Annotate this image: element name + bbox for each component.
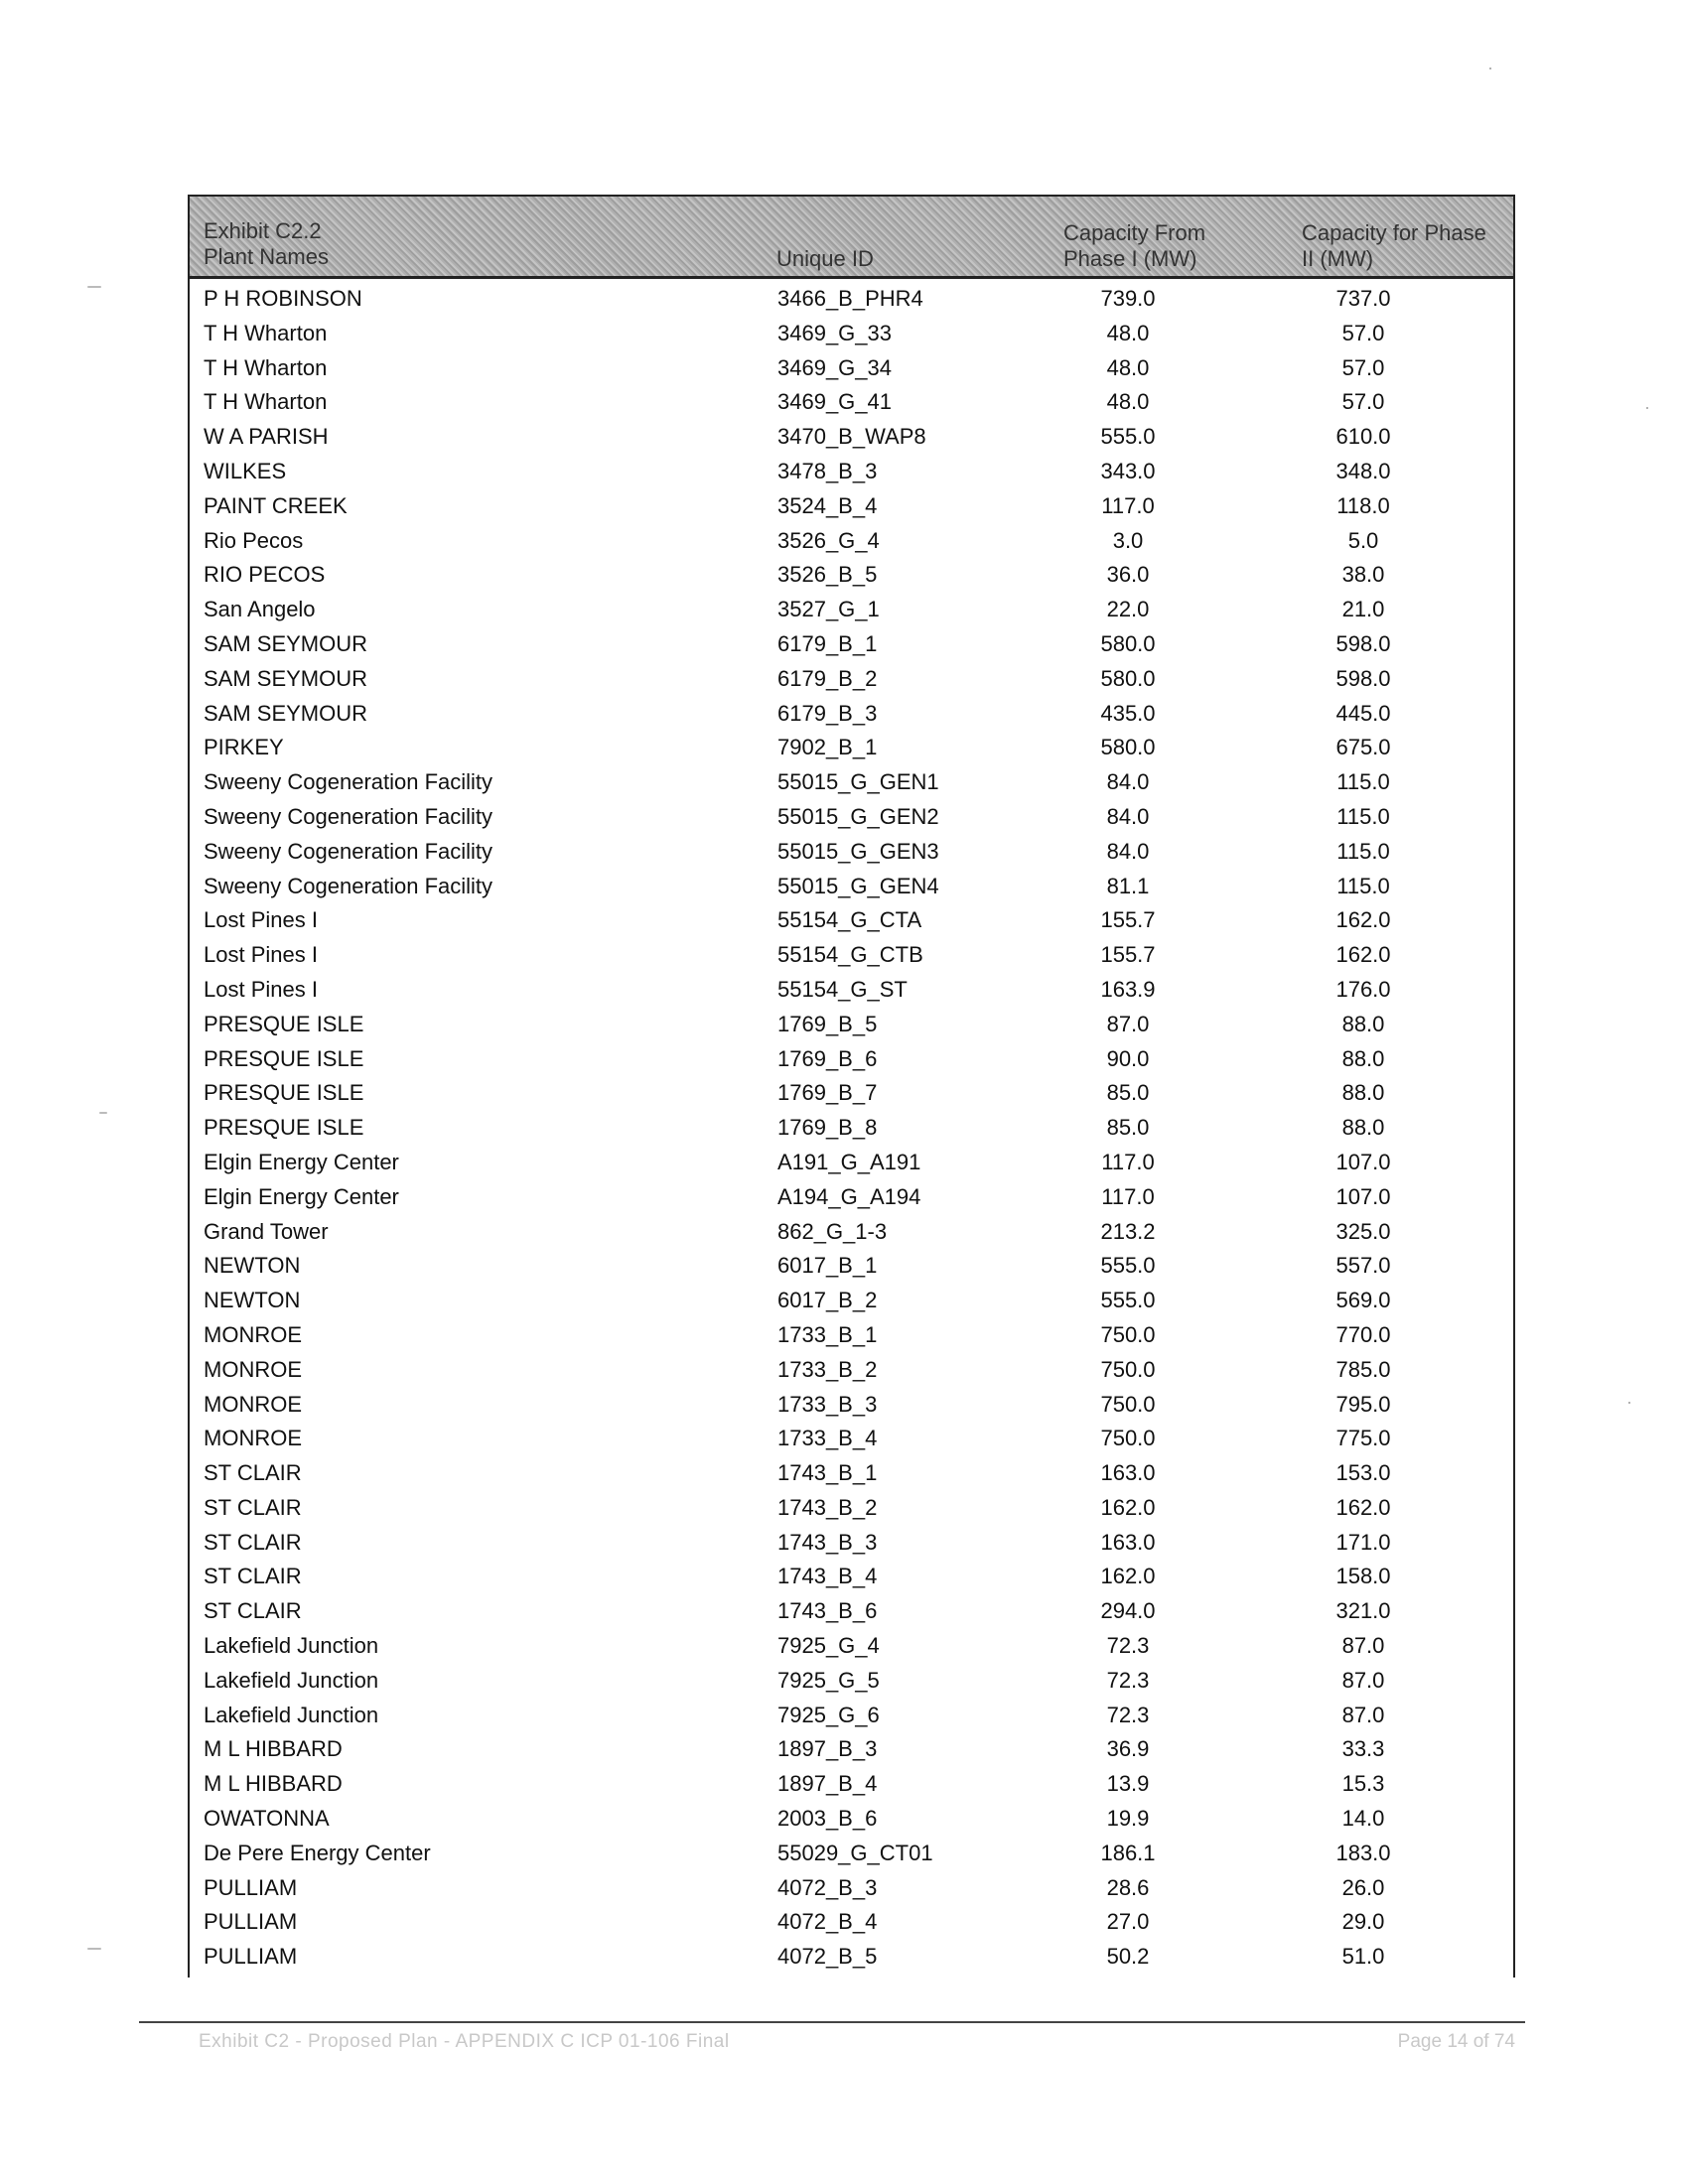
unique-id-cell: 6017_B_2	[777, 1288, 878, 1313]
unique-id-cell: 862_G_1-3	[777, 1218, 888, 1244]
capacity-phase-1-cell: 162.0	[1100, 1494, 1156, 1520]
unique-id-cell: 1769_B_6	[777, 1045, 878, 1071]
capacity-phase-1-cell: 750.0	[1100, 1391, 1156, 1417]
capacity-phase-2-cell: 57.0	[1341, 389, 1385, 415]
capacity-phase-2-cell: 775.0	[1335, 1426, 1391, 1451]
capacity-phase-2-cell: 162.0	[1335, 907, 1391, 933]
header-unique-id-label: Unique ID	[776, 246, 874, 271]
table-row	[190, 558, 1513, 593]
capacity-phase-1-cell: 50.2	[1106, 1944, 1150, 1970]
unique-id-cell: 7925_G_5	[777, 1667, 880, 1693]
capacity-phase-2-cell: 795.0	[1335, 1391, 1391, 1417]
plant-name-cell: Rio Pecos	[204, 527, 304, 553]
capacity-phase-1-cell: 27.0	[1106, 1909, 1150, 1935]
table-row	[190, 1318, 1513, 1353]
capacity-phase-1-cell: 580.0	[1100, 630, 1156, 656]
table-row	[190, 1594, 1513, 1629]
table-row	[190, 765, 1513, 800]
plant-name-cell: NEWTON	[204, 1288, 301, 1313]
unique-id-cell: 3526_B_5	[777, 562, 878, 588]
table-row	[190, 1076, 1513, 1111]
capacity-phase-1-cell: 186.1	[1100, 1840, 1156, 1865]
table-row	[190, 1767, 1513, 1802]
capacity-phase-2-cell: 598.0	[1335, 665, 1391, 691]
capacity-phase-1-cell: 36.0	[1106, 562, 1150, 588]
plant-name-cell: T H Wharton	[204, 320, 328, 345]
capacity-phase-1-cell: 163.0	[1100, 1529, 1156, 1555]
table-row	[190, 731, 1513, 765]
plant-name-cell: PRESQUE ISLE	[204, 1045, 364, 1071]
table-row	[190, 1560, 1513, 1594]
capacity-phase-1-cell: 555.0	[1100, 424, 1156, 450]
capacity-phase-2-cell: 115.0	[1336, 769, 1390, 795]
capacity-phase-2-cell: 88.0	[1341, 1115, 1385, 1141]
unique-id-cell: 3469_G_33	[777, 320, 892, 345]
plant-name-cell: P H ROBINSON	[204, 286, 362, 311]
plant-name-cell: MONROE	[204, 1356, 302, 1382]
footer-rule	[139, 2021, 1525, 2023]
capacity-phase-2-cell: 445.0	[1335, 700, 1391, 726]
capacity-phase-2-cell: 88.0	[1341, 1080, 1385, 1106]
capacity-phase-1-cell: 90.0	[1106, 1045, 1150, 1071]
table-row	[190, 1456, 1513, 1491]
unique-id-cell: 3524_B_4	[777, 492, 878, 518]
unique-id-cell: 3466_B_PHR4	[777, 286, 923, 311]
plant-name-cell: PRESQUE ISLE	[204, 1011, 364, 1036]
table-row	[190, 420, 1513, 455]
scan-speck	[99, 1112, 107, 1114]
plant-name-cell: SAM SEYMOUR	[204, 665, 368, 691]
table-row	[190, 1422, 1513, 1456]
capacity-phase-1-cell: 555.0	[1100, 1288, 1156, 1313]
unique-id-cell: 6017_B_1	[777, 1253, 878, 1279]
plant-name-cell: M L HIBBARD	[204, 1736, 343, 1762]
capacity-phase-2-cell: 115.0	[1336, 838, 1390, 864]
plant-name-cell: MONROE	[204, 1321, 302, 1347]
capacity-phase-1-cell: 85.0	[1106, 1080, 1150, 1106]
table-row	[190, 1699, 1513, 1733]
table-row	[190, 1732, 1513, 1767]
unique-id-cell: 4072_B_5	[777, 1944, 878, 1970]
table-row	[190, 1491, 1513, 1526]
table-row	[190, 282, 1513, 317]
unique-id-cell: 1733_B_1	[777, 1321, 878, 1347]
plant-name-cell: Lakefield Junction	[204, 1667, 379, 1693]
capacity-phase-1-cell: 739.0	[1100, 286, 1156, 311]
header-capacity-phase-1	[1063, 220, 1205, 272]
unique-id-cell: 7925_G_4	[777, 1633, 880, 1659]
unique-id-cell: 7902_B_1	[777, 735, 878, 760]
plant-name-cell: ST CLAIR	[204, 1460, 302, 1486]
header-plant-names-label: Plant Names	[204, 244, 329, 269]
capacity-phase-1-cell: 13.9	[1106, 1771, 1150, 1797]
table-row	[190, 800, 1513, 835]
plant-name-cell: ST CLAIR	[204, 1494, 302, 1520]
capacity-phase-1-cell: 580.0	[1100, 735, 1156, 760]
capacity-phase-1-cell: 28.6	[1106, 1874, 1150, 1900]
capacity-phase-1-cell: 343.0	[1100, 458, 1156, 483]
table-row	[190, 697, 1513, 732]
plant-name-cell: Lakefield Junction	[204, 1633, 379, 1659]
table-row	[190, 317, 1513, 351]
table-row	[190, 973, 1513, 1008]
capacity-phase-2-cell: 162.0	[1335, 942, 1391, 968]
unique-id-cell: 3470_B_WAP8	[777, 424, 926, 450]
unique-id-cell: 1743_B_2	[777, 1494, 878, 1520]
table-row	[190, 1802, 1513, 1837]
table-row	[190, 1905, 1513, 1940]
capacity-phase-2-cell: 87.0	[1341, 1667, 1385, 1693]
plant-name-cell: ST CLAIR	[204, 1598, 302, 1624]
table-row	[190, 593, 1513, 627]
capacity-phase-1-cell: 294.0	[1100, 1598, 1156, 1624]
plant-name-cell: T H Wharton	[204, 354, 328, 380]
plant-name-cell: T H Wharton	[204, 389, 328, 415]
capacity-phase-1-cell: 87.0	[1106, 1011, 1150, 1036]
capacity-phase-2-cell: 557.0	[1335, 1253, 1391, 1279]
capacity-phase-2-cell: 29.0	[1341, 1909, 1385, 1935]
table-row	[190, 1215, 1513, 1250]
capacity-phase-1-cell: 81.1	[1106, 873, 1150, 898]
table-row	[190, 1008, 1513, 1042]
plant-name-cell: Sweeny Cogeneration Facility	[204, 838, 493, 864]
capacity-phase-2-cell: 14.0	[1341, 1806, 1385, 1832]
unique-id-cell: 1733_B_2	[777, 1356, 878, 1382]
plant-name-cell: Grand Tower	[204, 1218, 329, 1244]
scan-speck	[1646, 407, 1648, 409]
table-row	[190, 1388, 1513, 1423]
unique-id-cell: 55154_G_CTB	[777, 942, 923, 968]
plant-name-cell: PRESQUE ISLE	[204, 1080, 364, 1106]
capacity-phase-2-cell: 162.0	[1335, 1494, 1391, 1520]
capacity-phase-2-cell: 153.0	[1335, 1460, 1391, 1486]
table-row	[190, 1146, 1513, 1180]
plant-name-cell: Lakefield Junction	[204, 1702, 379, 1727]
table-row	[190, 627, 1513, 662]
plant-name-cell: WILKES	[204, 458, 287, 483]
capacity-phase-1-cell: 85.0	[1106, 1115, 1150, 1141]
capacity-phase-2-cell: 176.0	[1335, 976, 1391, 1002]
table-row	[190, 1111, 1513, 1146]
capacity-phase-2-cell: 21.0	[1341, 597, 1385, 622]
header-capacity-phase-2-line1: Capacity for Phase	[1302, 220, 1486, 245]
table-row	[190, 1940, 1513, 1975]
plant-name-cell: OWATONNA	[204, 1806, 330, 1832]
plant-name-cell: M L HIBBARD	[204, 1771, 343, 1797]
unique-id-cell: A194_G_A194	[777, 1183, 921, 1209]
plant-name-cell: Sweeny Cogeneration Facility	[204, 873, 493, 898]
plant-name-cell: Sweeny Cogeneration Facility	[204, 803, 493, 829]
header-capacity-phase-2-line2: II (MW)	[1302, 246, 1374, 271]
plant-name-cell: NEWTON	[204, 1253, 301, 1279]
capacity-phase-2-cell: 569.0	[1335, 1288, 1391, 1313]
table-row	[190, 1042, 1513, 1077]
capacity-phase-2-cell: 348.0	[1335, 458, 1391, 483]
plant-name-cell: Sweeny Cogeneration Facility	[204, 769, 493, 795]
unique-id-cell: 6179_B_1	[777, 630, 878, 656]
capacity-phase-2-cell: 87.0	[1341, 1633, 1385, 1659]
scan-speck	[1489, 68, 1491, 69]
table-row	[190, 1871, 1513, 1906]
capacity-phase-1-cell: 555.0	[1100, 1253, 1156, 1279]
capacity-phase-1-cell: 48.0	[1106, 320, 1150, 345]
capacity-phase-1-cell: 22.0	[1106, 597, 1150, 622]
capacity-phase-2-cell: 158.0	[1335, 1564, 1391, 1589]
capacity-phase-2-cell: 115.0	[1336, 873, 1390, 898]
unique-id-cell: 3527_G_1	[777, 597, 880, 622]
capacity-phase-2-cell: 38.0	[1341, 562, 1385, 588]
capacity-phase-1-cell: 163.9	[1100, 976, 1156, 1002]
unique-id-cell: 1743_B_1	[777, 1460, 878, 1486]
capacity-phase-2-cell: 15.3	[1341, 1771, 1385, 1797]
capacity-phase-1-cell: 84.0	[1106, 838, 1150, 864]
plant-name-cell: MONROE	[204, 1426, 302, 1451]
capacity-phase-2-cell: 321.0	[1335, 1598, 1391, 1624]
header-capacity-phase-2	[1302, 220, 1486, 272]
plant-name-cell: PRESQUE ISLE	[204, 1115, 364, 1141]
capacity-phase-1-cell: 163.0	[1100, 1460, 1156, 1486]
unique-id-cell: 3469_G_41	[777, 389, 892, 415]
table-row	[190, 870, 1513, 904]
capacity-phase-2-cell: 770.0	[1335, 1321, 1391, 1347]
capacity-phase-1-cell: 117.0	[1101, 1149, 1155, 1174]
header-exhibit-label: Exhibit C2.2	[204, 218, 322, 243]
plant-name-cell: RIO PECOS	[204, 562, 326, 588]
plant-name-cell: Lost Pines I	[204, 942, 318, 968]
unique-id-cell: 3469_G_34	[777, 354, 892, 380]
unique-id-cell: 1897_B_3	[777, 1736, 878, 1762]
unique-id-cell: 1769_B_7	[777, 1080, 878, 1106]
plant-name-cell: Lost Pines I	[204, 976, 318, 1002]
unique-id-cell: 1743_B_3	[777, 1529, 878, 1555]
unique-id-cell: 1743_B_6	[777, 1598, 878, 1624]
capacity-phase-2-cell: 51.0	[1341, 1944, 1385, 1970]
unique-id-cell: 55029_G_CT01	[777, 1840, 933, 1865]
unique-id-cell: 55015_G_GEN4	[777, 873, 939, 898]
table-row	[190, 455, 1513, 489]
unique-id-cell: 55015_G_GEN2	[777, 803, 939, 829]
capacity-phase-2-cell: 107.0	[1335, 1149, 1391, 1174]
capacity-phase-1-cell: 3.0	[1112, 527, 1144, 553]
unique-id-cell: 3526_G_4	[777, 527, 880, 553]
unique-id-cell: 1743_B_4	[777, 1564, 878, 1589]
table-row	[190, 662, 1513, 697]
unique-id-cell: 7925_G_6	[777, 1702, 880, 1727]
capacity-phase-2-cell: 171.0	[1335, 1529, 1391, 1555]
unique-id-cell: 3478_B_3	[777, 458, 878, 483]
capacity-phase-2-cell: 598.0	[1335, 630, 1391, 656]
plant-name-cell: ST CLAIR	[204, 1529, 302, 1555]
capacity-table	[188, 195, 1515, 1978]
plant-name-cell: PULLIAM	[204, 1874, 298, 1900]
capacity-phase-1-cell: 117.0	[1101, 1183, 1155, 1209]
capacity-phase-1-cell: 84.0	[1106, 803, 1150, 829]
capacity-phase-2-cell: 737.0	[1335, 286, 1391, 311]
capacity-phase-2-cell: 88.0	[1341, 1011, 1385, 1036]
unique-id-cell: 1733_B_3	[777, 1391, 878, 1417]
unique-id-cell: 55154_G_ST	[777, 976, 908, 1002]
capacity-phase-1-cell: 36.9	[1106, 1736, 1150, 1762]
plant-name-cell: San Angelo	[204, 597, 316, 622]
capacity-phase-2-cell: 118.0	[1336, 492, 1390, 518]
plant-name-cell: SAM SEYMOUR	[204, 630, 368, 656]
capacity-phase-1-cell: 750.0	[1100, 1321, 1156, 1347]
table-row	[190, 903, 1513, 938]
plant-name-cell: PULLIAM	[204, 1909, 298, 1935]
capacity-phase-2-cell: 57.0	[1341, 320, 1385, 345]
plant-name-cell: De Pere Energy Center	[204, 1840, 431, 1865]
table-row	[190, 1180, 1513, 1215]
unique-id-cell: 1897_B_4	[777, 1771, 878, 1797]
table-row	[190, 835, 1513, 870]
capacity-phase-1-cell: 72.3	[1106, 1667, 1150, 1693]
header-capacity-phase-1-line2: Phase I (MW)	[1063, 246, 1197, 271]
table-header	[190, 197, 1513, 279]
plant-name-cell: PULLIAM	[204, 1944, 298, 1970]
unique-id-cell: 55015_G_GEN3	[777, 838, 939, 864]
table-row	[190, 524, 1513, 559]
capacity-phase-1-cell: 155.7	[1100, 907, 1156, 933]
unique-id-cell: A191_G_A191	[777, 1149, 921, 1174]
table-row	[190, 1249, 1513, 1284]
table-body	[190, 282, 1513, 1975]
capacity-phase-1-cell: 72.3	[1106, 1633, 1150, 1659]
table-row	[190, 1284, 1513, 1318]
table-row	[190, 489, 1513, 524]
capacity-phase-1-cell: 19.9	[1106, 1806, 1150, 1832]
capacity-phase-1-cell: 162.0	[1100, 1564, 1156, 1589]
table-row	[190, 1353, 1513, 1388]
unique-id-cell: 55154_G_CTA	[777, 907, 922, 933]
capacity-phase-1-cell: 213.2	[1100, 1218, 1156, 1244]
unique-id-cell: 1769_B_5	[777, 1011, 878, 1036]
capacity-phase-1-cell: 155.7	[1100, 942, 1156, 968]
capacity-phase-2-cell: 325.0	[1335, 1218, 1391, 1244]
capacity-phase-1-cell: 750.0	[1100, 1356, 1156, 1382]
capacity-phase-2-cell: 26.0	[1341, 1874, 1385, 1900]
plant-name-cell: PIRKEY	[204, 735, 284, 760]
plant-name-cell: Lost Pines I	[204, 907, 318, 933]
capacity-phase-1-cell: 48.0	[1106, 389, 1150, 415]
capacity-phase-2-cell: 675.0	[1335, 735, 1391, 760]
unique-id-cell: 6179_B_2	[777, 665, 878, 691]
table-row	[190, 1664, 1513, 1699]
header-unique-id	[776, 246, 874, 272]
plant-name-cell: Elgin Energy Center	[204, 1149, 399, 1174]
header-plant-names	[204, 218, 329, 270]
scan-speck	[87, 1948, 101, 1950]
footer-document-title: Exhibit C2 - Proposed Plan - APPENDIX C ICP 01-106 Final	[199, 2031, 730, 2052]
capacity-phase-1-cell: 580.0	[1100, 665, 1156, 691]
capacity-phase-2-cell: 183.0	[1335, 1840, 1391, 1865]
capacity-phase-2-cell: 5.0	[1347, 527, 1379, 553]
scan-speck	[1628, 1402, 1630, 1404]
capacity-phase-2-cell: 115.0	[1336, 803, 1390, 829]
unique-id-cell: 6179_B_3	[777, 700, 878, 726]
capacity-phase-1-cell: 117.0	[1101, 492, 1155, 518]
header-capacity-phase-1-line1: Capacity From	[1063, 220, 1206, 245]
capacity-phase-2-cell: 57.0	[1341, 354, 1385, 380]
plant-name-cell: MONROE	[204, 1391, 302, 1417]
plant-name-cell: W A PARISH	[204, 424, 329, 450]
capacity-phase-2-cell: 785.0	[1335, 1356, 1391, 1382]
capacity-phase-2-cell: 610.0	[1335, 424, 1391, 450]
capacity-phase-2-cell: 87.0	[1341, 1702, 1385, 1727]
capacity-phase-1-cell: 72.3	[1106, 1702, 1150, 1727]
table-row	[190, 1837, 1513, 1871]
table-row	[190, 351, 1513, 386]
table-row	[190, 385, 1513, 420]
table-row	[190, 938, 1513, 973]
unique-id-cell: 1769_B_8	[777, 1115, 878, 1141]
plant-name-cell: ST CLAIR	[204, 1564, 302, 1589]
capacity-phase-1-cell: 750.0	[1100, 1426, 1156, 1451]
capacity-phase-2-cell: 88.0	[1341, 1045, 1385, 1071]
unique-id-cell: 1733_B_4	[777, 1426, 878, 1451]
unique-id-cell: 4072_B_4	[777, 1909, 878, 1935]
unique-id-cell: 4072_B_3	[777, 1874, 878, 1900]
capacity-phase-1-cell: 435.0	[1100, 700, 1156, 726]
capacity-phase-1-cell: 48.0	[1106, 354, 1150, 380]
unique-id-cell: 55015_G_GEN1	[777, 769, 939, 795]
plant-name-cell: PAINT CREEK	[204, 492, 348, 518]
capacity-phase-1-cell: 84.0	[1106, 769, 1150, 795]
scan-speck	[87, 286, 101, 288]
footer-page-number: Page 14 of 74	[1397, 2031, 1515, 2052]
table-row	[190, 1526, 1513, 1561]
capacity-phase-2-cell: 107.0	[1335, 1183, 1391, 1209]
table-row	[190, 1629, 1513, 1664]
unique-id-cell: 2003_B_6	[777, 1806, 878, 1832]
plant-name-cell: Elgin Energy Center	[204, 1183, 399, 1209]
capacity-phase-2-cell: 33.3	[1341, 1736, 1385, 1762]
plant-name-cell: SAM SEYMOUR	[204, 700, 368, 726]
